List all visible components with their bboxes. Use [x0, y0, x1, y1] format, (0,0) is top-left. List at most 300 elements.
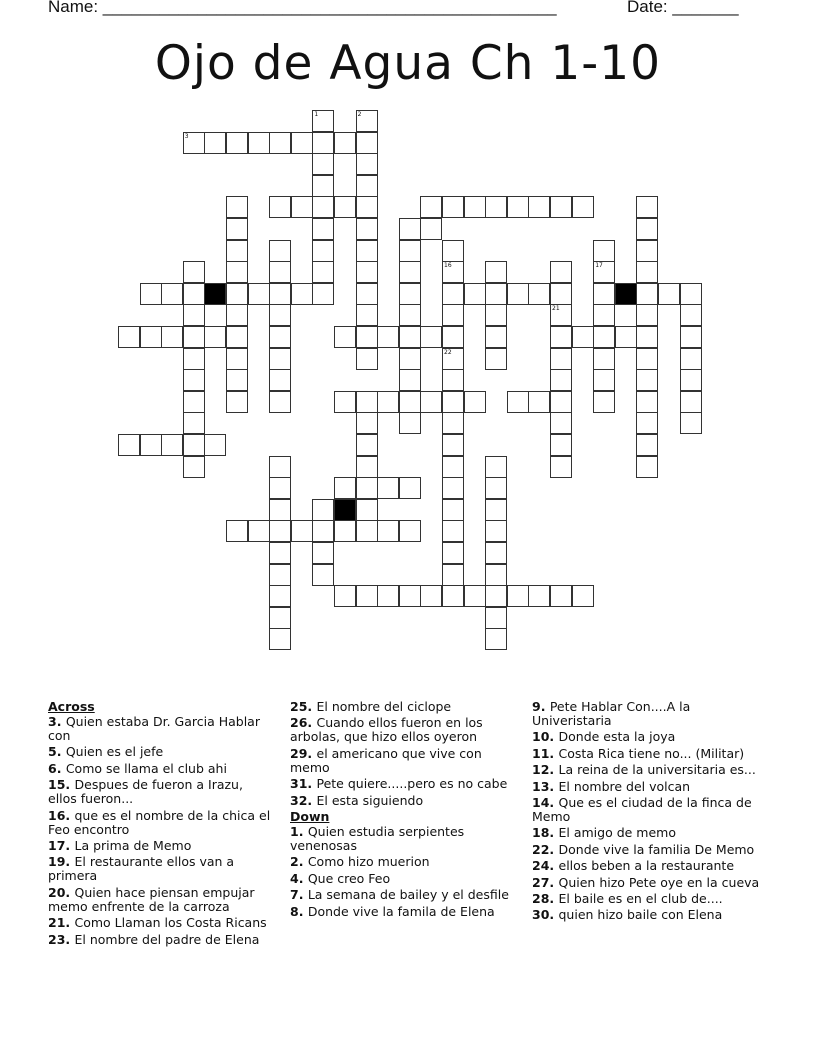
clue-text: El nombre del padre de Elena	[74, 931, 260, 947]
grid-cell[interactable]	[312, 132, 334, 154]
grid-cell[interactable]	[204, 132, 226, 154]
grid-cell[interactable]	[507, 283, 529, 305]
grid-cell[interactable]	[226, 391, 248, 413]
grid-cell[interactable]	[593, 261, 615, 283]
grid-cell[interactable]	[420, 391, 442, 413]
grid-cell[interactable]	[485, 499, 507, 521]
grid-cell[interactable]	[550, 196, 572, 218]
grid-cell[interactable]	[399, 369, 421, 391]
grid-cell[interactable]	[183, 132, 205, 154]
grid-cell[interactable]	[356, 456, 378, 478]
grid-cell[interactable]	[226, 520, 248, 542]
grid-cell[interactable]	[183, 326, 205, 348]
grid-cell[interactable]	[485, 585, 507, 607]
grid-cell[interactable]	[442, 520, 464, 542]
clue-text: Pete quiere.....pero es no cabe	[316, 776, 508, 792]
grid-cell[interactable]	[269, 607, 291, 629]
grid-cell[interactable]	[312, 283, 334, 305]
grid-cell[interactable]	[680, 304, 702, 326]
clue-number: 10.	[532, 729, 559, 745]
clue-text: El amigo de memo	[558, 825, 676, 841]
clue-number: 31.	[290, 776, 317, 792]
grid-cell[interactable]	[399, 218, 421, 240]
clue-number: 21.	[48, 915, 75, 931]
grid-cell[interactable]	[226, 261, 248, 283]
grid-cell[interactable]	[183, 261, 205, 283]
grid-cell[interactable]	[248, 283, 270, 305]
grid-cell[interactable]	[356, 434, 378, 456]
grid-cell[interactable]	[183, 283, 205, 305]
clue-item	[48, 886, 273, 914]
grid-cell[interactable]	[399, 585, 421, 607]
grid-cell[interactable]	[269, 283, 291, 305]
grid-cell[interactable]	[356, 326, 378, 348]
grid-cell[interactable]	[269, 391, 291, 413]
grid-cell[interactable]	[550, 391, 572, 413]
clue-item	[532, 730, 760, 744]
grid-cell[interactable]	[442, 304, 464, 326]
clue-text: quien hizo baile con Elena	[558, 907, 723, 923]
grid-cell[interactable]	[183, 391, 205, 413]
clue-number: 1	[314, 111, 319, 118]
grid-cell[interactable]	[377, 391, 399, 413]
grid-cell[interactable]	[593, 369, 615, 391]
clue-item	[532, 876, 760, 890]
grid-cell[interactable]	[269, 628, 291, 650]
grid-cell[interactable]	[312, 218, 334, 240]
clue-number: 2.	[290, 854, 308, 870]
grid-cell[interactable]	[269, 261, 291, 283]
clue-item	[532, 859, 760, 873]
clue-number: 3.	[48, 714, 66, 729]
grid-cell[interactable]	[140, 326, 162, 348]
grid-cell[interactable]	[312, 542, 334, 564]
grid-cell[interactable]	[161, 434, 183, 456]
clue-number: 2	[357, 111, 362, 118]
grid-cell[interactable]	[312, 153, 334, 175]
clue-number: 7.	[290, 887, 308, 903]
grid-cell[interactable]	[442, 477, 464, 499]
clue-number: 19.	[48, 854, 75, 870]
grid-cell[interactable]	[356, 240, 378, 262]
grid-cell[interactable]	[442, 283, 464, 305]
page-title: Ojo de Agua Ch 1-10	[154, 36, 662, 91]
grid-cell[interactable]	[356, 499, 378, 521]
grid-cell[interactable]	[485, 477, 507, 499]
clue-text: ellos beben a la restaurante	[558, 858, 735, 874]
grid-cell[interactable]	[269, 499, 291, 521]
grid-cell[interactable]	[442, 456, 464, 478]
grid-cell[interactable]	[636, 434, 658, 456]
grid-cell[interactable]	[485, 520, 507, 542]
grid-cell[interactable]	[550, 585, 572, 607]
grid-cell[interactable]	[420, 218, 442, 240]
grid-cell[interactable]	[312, 564, 334, 586]
black-square	[615, 283, 637, 305]
across-clue-list	[48, 715, 273, 947]
grid-cell[interactable]	[636, 326, 658, 348]
clue-item	[290, 700, 520, 714]
grid-cell[interactable]	[572, 326, 594, 348]
grid-cell[interactable]	[269, 456, 291, 478]
grid-cell[interactable]	[356, 261, 378, 283]
grid-cell[interactable]	[183, 304, 205, 326]
grid-cell[interactable]	[485, 628, 507, 650]
grid-cell[interactable]	[464, 391, 486, 413]
grid-cell[interactable]	[680, 326, 702, 348]
grid-cell[interactable]	[226, 326, 248, 348]
grid-cell[interactable]	[269, 520, 291, 542]
clue-item	[48, 855, 273, 883]
grid-cell[interactable]	[204, 434, 226, 456]
grid-cell[interactable]	[312, 261, 334, 283]
grid-cell[interactable]	[269, 132, 291, 154]
grid-cell[interactable]	[377, 585, 399, 607]
clue-number: 1.	[290, 823, 308, 839]
grid-cell[interactable]	[312, 499, 334, 521]
clue-number: 15.	[48, 777, 75, 793]
grid-cell[interactable]	[485, 456, 507, 478]
grid-cell[interactable]	[615, 326, 637, 348]
grid-cell[interactable]	[636, 369, 658, 391]
clue-text: Quien hace piensan empujar memo enfrente de la carroza	[48, 884, 255, 914]
grid-cell[interactable]	[550, 456, 572, 478]
clue-text: El restaurante ellos van a primera	[48, 854, 235, 884]
grid-cell[interactable]	[334, 477, 356, 499]
clue-item	[532, 796, 760, 824]
grid-cell[interactable]	[312, 240, 334, 262]
grid-cell[interactable]	[485, 283, 507, 305]
clue-item	[290, 888, 520, 902]
grid-cell[interactable]	[636, 196, 658, 218]
clue-number: 13.	[532, 778, 559, 794]
grid-cell[interactable]	[485, 564, 507, 586]
grid-cell[interactable]	[312, 110, 334, 132]
grid-cell[interactable]	[356, 218, 378, 240]
grid-cell[interactable]	[550, 261, 572, 283]
clue-number: 20.	[48, 884, 75, 900]
clue-text: que es el nombre de la chica el Feo encontro	[48, 807, 271, 837]
grid-cell[interactable]	[183, 412, 205, 434]
grid-cell[interactable]	[507, 585, 529, 607]
grid-cell[interactable]	[442, 585, 464, 607]
grid-cell[interactable]	[572, 585, 594, 607]
grid-cell[interactable]	[593, 304, 615, 326]
grid-cell[interactable]	[334, 132, 356, 154]
grid-cell[interactable]	[269, 196, 291, 218]
clue-item	[290, 855, 520, 869]
grid-cell[interactable]	[550, 412, 572, 434]
grid-cell[interactable]	[593, 391, 615, 413]
clue-number: 9.	[532, 699, 550, 714]
clue-text: El nombre del ciclope	[316, 699, 452, 714]
grid-cell[interactable]	[485, 326, 507, 348]
grid-cell[interactable]	[118, 434, 140, 456]
grid-cell[interactable]	[356, 520, 378, 542]
grid-cell[interactable]	[269, 348, 291, 370]
clue-item	[532, 763, 760, 777]
grid-cell[interactable]	[377, 326, 399, 348]
grid-cell[interactable]	[183, 456, 205, 478]
clue-text: Como hizo muerion	[307, 854, 430, 870]
grid-cell[interactable]	[399, 520, 421, 542]
grid-cell[interactable]	[356, 391, 378, 413]
grid-cell[interactable]	[442, 499, 464, 521]
grid-cell[interactable]	[226, 304, 248, 326]
grid-cell[interactable]	[593, 283, 615, 305]
clue-number: 23.	[48, 931, 75, 947]
clue-number: 16.	[48, 807, 75, 823]
grid-cell[interactable]	[183, 434, 205, 456]
grid-cell[interactable]	[183, 348, 205, 370]
grid-cell[interactable]	[356, 283, 378, 305]
grid-cell[interactable]	[550, 369, 572, 391]
grid-cell[interactable]	[442, 348, 464, 370]
grid-cell[interactable]	[680, 391, 702, 413]
clue-text: Pete Hablar Con....A la Univeristaria	[532, 699, 691, 728]
grid-cell[interactable]	[680, 412, 702, 434]
grid-cell[interactable]	[356, 153, 378, 175]
grid-cell[interactable]	[356, 304, 378, 326]
grid-cell[interactable]	[226, 218, 248, 240]
grid-cell[interactable]	[420, 585, 442, 607]
grid-cell[interactable]	[399, 348, 421, 370]
grid-cell[interactable]	[572, 196, 594, 218]
black-square	[334, 499, 356, 521]
clue-item	[48, 715, 273, 743]
clue-item	[48, 778, 273, 806]
clue-number: 24.	[532, 858, 559, 874]
clue-number: 18.	[532, 825, 559, 841]
clue-item	[290, 825, 520, 853]
clue-item	[290, 794, 520, 808]
grid-cell[interactable]	[399, 477, 421, 499]
grid-cell[interactable]	[399, 412, 421, 434]
grid-cell[interactable]	[312, 196, 334, 218]
clue-item	[48, 933, 273, 947]
grid-cell[interactable]	[593, 240, 615, 262]
grid-cell[interactable]	[550, 434, 572, 456]
grid-cell[interactable]	[636, 261, 658, 283]
down-clue-list-continued	[532, 700, 760, 922]
grid-cell[interactable]	[442, 564, 464, 586]
black-square	[204, 283, 226, 305]
grid-cell[interactable]	[269, 564, 291, 586]
grid-cell[interactable]	[356, 110, 378, 132]
clue-text: La prima de Memo	[74, 837, 192, 853]
down-clue-list	[290, 825, 520, 919]
grid-cell[interactable]	[377, 477, 399, 499]
grid-cell[interactable]	[334, 585, 356, 607]
clue-number: 16	[444, 262, 452, 270]
grid-cell[interactable]	[269, 304, 291, 326]
grid-cell[interactable]	[550, 326, 572, 348]
grid-cell[interactable]	[550, 348, 572, 370]
clue-text: Como se llama el club ahi	[65, 760, 227, 776]
clue-item	[290, 777, 520, 791]
clue-number: 27.	[532, 874, 559, 890]
grid-cell[interactable]	[356, 348, 378, 370]
grid-cell[interactable]	[593, 348, 615, 370]
clue-number: 6.	[48, 760, 66, 776]
grid-cell[interactable]	[485, 348, 507, 370]
name-field-label: Name: ________________________________________________	[48, 0, 557, 16]
grid-cell[interactable]	[528, 391, 550, 413]
grid-cell[interactable]	[464, 585, 486, 607]
grid-cell[interactable]	[226, 369, 248, 391]
grid-cell[interactable]	[399, 391, 421, 413]
grid-cell[interactable]	[226, 196, 248, 218]
grid-cell[interactable]	[356, 196, 378, 218]
grid-cell[interactable]	[140, 283, 162, 305]
grid-cell[interactable]	[507, 196, 529, 218]
clue-item	[290, 872, 520, 886]
grid-cell[interactable]	[334, 520, 356, 542]
grid-cell[interactable]	[399, 304, 421, 326]
clue-number: 32.	[290, 792, 317, 808]
clue-text: Quien estudia serpientes venenosas	[290, 823, 465, 853]
grid-cell[interactable]	[291, 196, 313, 218]
grid-cell[interactable]	[356, 132, 378, 154]
grid-cell[interactable]	[291, 283, 313, 305]
grid-cell[interactable]	[442, 240, 464, 262]
grid-cell[interactable]	[636, 240, 658, 262]
grid-cell[interactable]	[528, 196, 550, 218]
grid-cell[interactable]	[485, 542, 507, 564]
grid-cell[interactable]	[226, 348, 248, 370]
grid-cell[interactable]	[442, 326, 464, 348]
clue-number: 28.	[532, 890, 559, 906]
clue-text: Quien hizo Pete oye en la cueva	[558, 874, 760, 890]
grid-cell[interactable]	[161, 283, 183, 305]
grid-cell[interactable]	[636, 304, 658, 326]
clue-item	[48, 839, 273, 853]
grid-cell[interactable]	[442, 196, 464, 218]
grid-cell[interactable]	[420, 326, 442, 348]
grid-cell[interactable]	[312, 175, 334, 197]
clue-item	[290, 747, 520, 775]
grid-cell[interactable]	[226, 240, 248, 262]
grid-cell[interactable]	[161, 326, 183, 348]
grid-cell[interactable]	[269, 542, 291, 564]
grid-cell[interactable]	[485, 607, 507, 629]
clue-text: El nombre del volcan	[558, 778, 691, 794]
clue-number: 30.	[532, 907, 559, 923]
clue-text: Donde vive la famila de Elena	[307, 903, 495, 919]
grid-cell[interactable]	[528, 585, 550, 607]
grid-cell[interactable]	[636, 218, 658, 240]
grid-cell[interactable]	[680, 283, 702, 305]
grid-cell[interactable]	[442, 261, 464, 283]
grid-cell[interactable]	[204, 326, 226, 348]
clue-text: Que creo Feo	[307, 870, 391, 886]
grid-cell[interactable]	[658, 283, 680, 305]
across-heading: Across	[48, 699, 95, 714]
grid-cell[interactable]	[442, 369, 464, 391]
grid-cell[interactable]	[550, 283, 572, 305]
grid-cell[interactable]	[464, 283, 486, 305]
grid-cell[interactable]	[356, 477, 378, 499]
grid-cell[interactable]	[636, 283, 658, 305]
grid-cell[interactable]	[420, 196, 442, 218]
grid-cell[interactable]	[226, 283, 248, 305]
grid-cell[interactable]	[442, 542, 464, 564]
grid-cell[interactable]	[269, 326, 291, 348]
grid-cell[interactable]	[528, 283, 550, 305]
grid-cell[interactable]	[636, 348, 658, 370]
grid-cell[interactable]	[550, 304, 572, 326]
grid-cell[interactable]	[334, 391, 356, 413]
clue-number: 22.	[532, 841, 559, 857]
grid-cell[interactable]	[485, 304, 507, 326]
grid-cell[interactable]	[269, 240, 291, 262]
grid-cell[interactable]	[334, 326, 356, 348]
clue-text: Despues de fueron a Irazu, ellos fueron...	[48, 777, 243, 807]
grid-cell[interactable]	[248, 132, 270, 154]
grid-cell[interactable]	[291, 520, 313, 542]
grid-cell[interactable]	[442, 391, 464, 413]
grid-cell[interactable]	[356, 412, 378, 434]
grid-cell[interactable]	[269, 477, 291, 499]
clue-number: 21	[552, 305, 560, 313]
clue-text: Quien estaba Dr. Garcia Hablar con	[48, 714, 260, 743]
grid-cell[interactable]	[356, 585, 378, 607]
grid-cell[interactable]	[680, 348, 702, 370]
clue-item	[290, 905, 520, 919]
grid-cell[interactable]	[118, 326, 140, 348]
grid-cell[interactable]	[680, 369, 702, 391]
grid-cell[interactable]	[140, 434, 162, 456]
grid-cell[interactable]	[269, 369, 291, 391]
grid-cell[interactable]	[485, 196, 507, 218]
grid-cell[interactable]	[356, 175, 378, 197]
clue-text: el americano que vive con memo	[290, 745, 482, 775]
clue-item	[532, 892, 760, 906]
clue-item	[532, 700, 760, 728]
clue-item	[290, 716, 520, 744]
grid-cell[interactable]	[334, 196, 356, 218]
grid-cell[interactable]	[636, 391, 658, 413]
grid-cell[interactable]	[399, 261, 421, 283]
grid-cell[interactable]	[507, 391, 529, 413]
grid-cell[interactable]	[377, 520, 399, 542]
grid-cell[interactable]	[269, 585, 291, 607]
clue-item	[48, 809, 273, 837]
grid-cell[interactable]	[399, 283, 421, 305]
clue-number: 3	[184, 132, 189, 140]
clue-item	[532, 747, 760, 761]
clue-text: El baile es en el club de....	[558, 890, 723, 906]
clue-text: Quien es el jefe	[65, 744, 164, 760]
grid-cell[interactable]	[291, 132, 313, 154]
grid-cell[interactable]	[593, 326, 615, 348]
grid-cell[interactable]	[226, 132, 248, 154]
grid-cell[interactable]	[636, 412, 658, 434]
across-clue-list-continued	[290, 700, 520, 808]
grid-cell[interactable]	[442, 412, 464, 434]
grid-cell[interactable]	[399, 240, 421, 262]
grid-cell[interactable]	[442, 434, 464, 456]
grid-cell[interactable]	[464, 196, 486, 218]
grid-cell[interactable]	[485, 261, 507, 283]
clue-item	[532, 908, 760, 922]
clue-text: La semana de bailey y el desfile	[307, 887, 509, 903]
grid-cell[interactable]	[312, 520, 334, 542]
grid-cell[interactable]	[636, 456, 658, 478]
grid-cell[interactable]	[248, 520, 270, 542]
grid-cell[interactable]	[183, 369, 205, 391]
grid-cell[interactable]	[399, 326, 421, 348]
